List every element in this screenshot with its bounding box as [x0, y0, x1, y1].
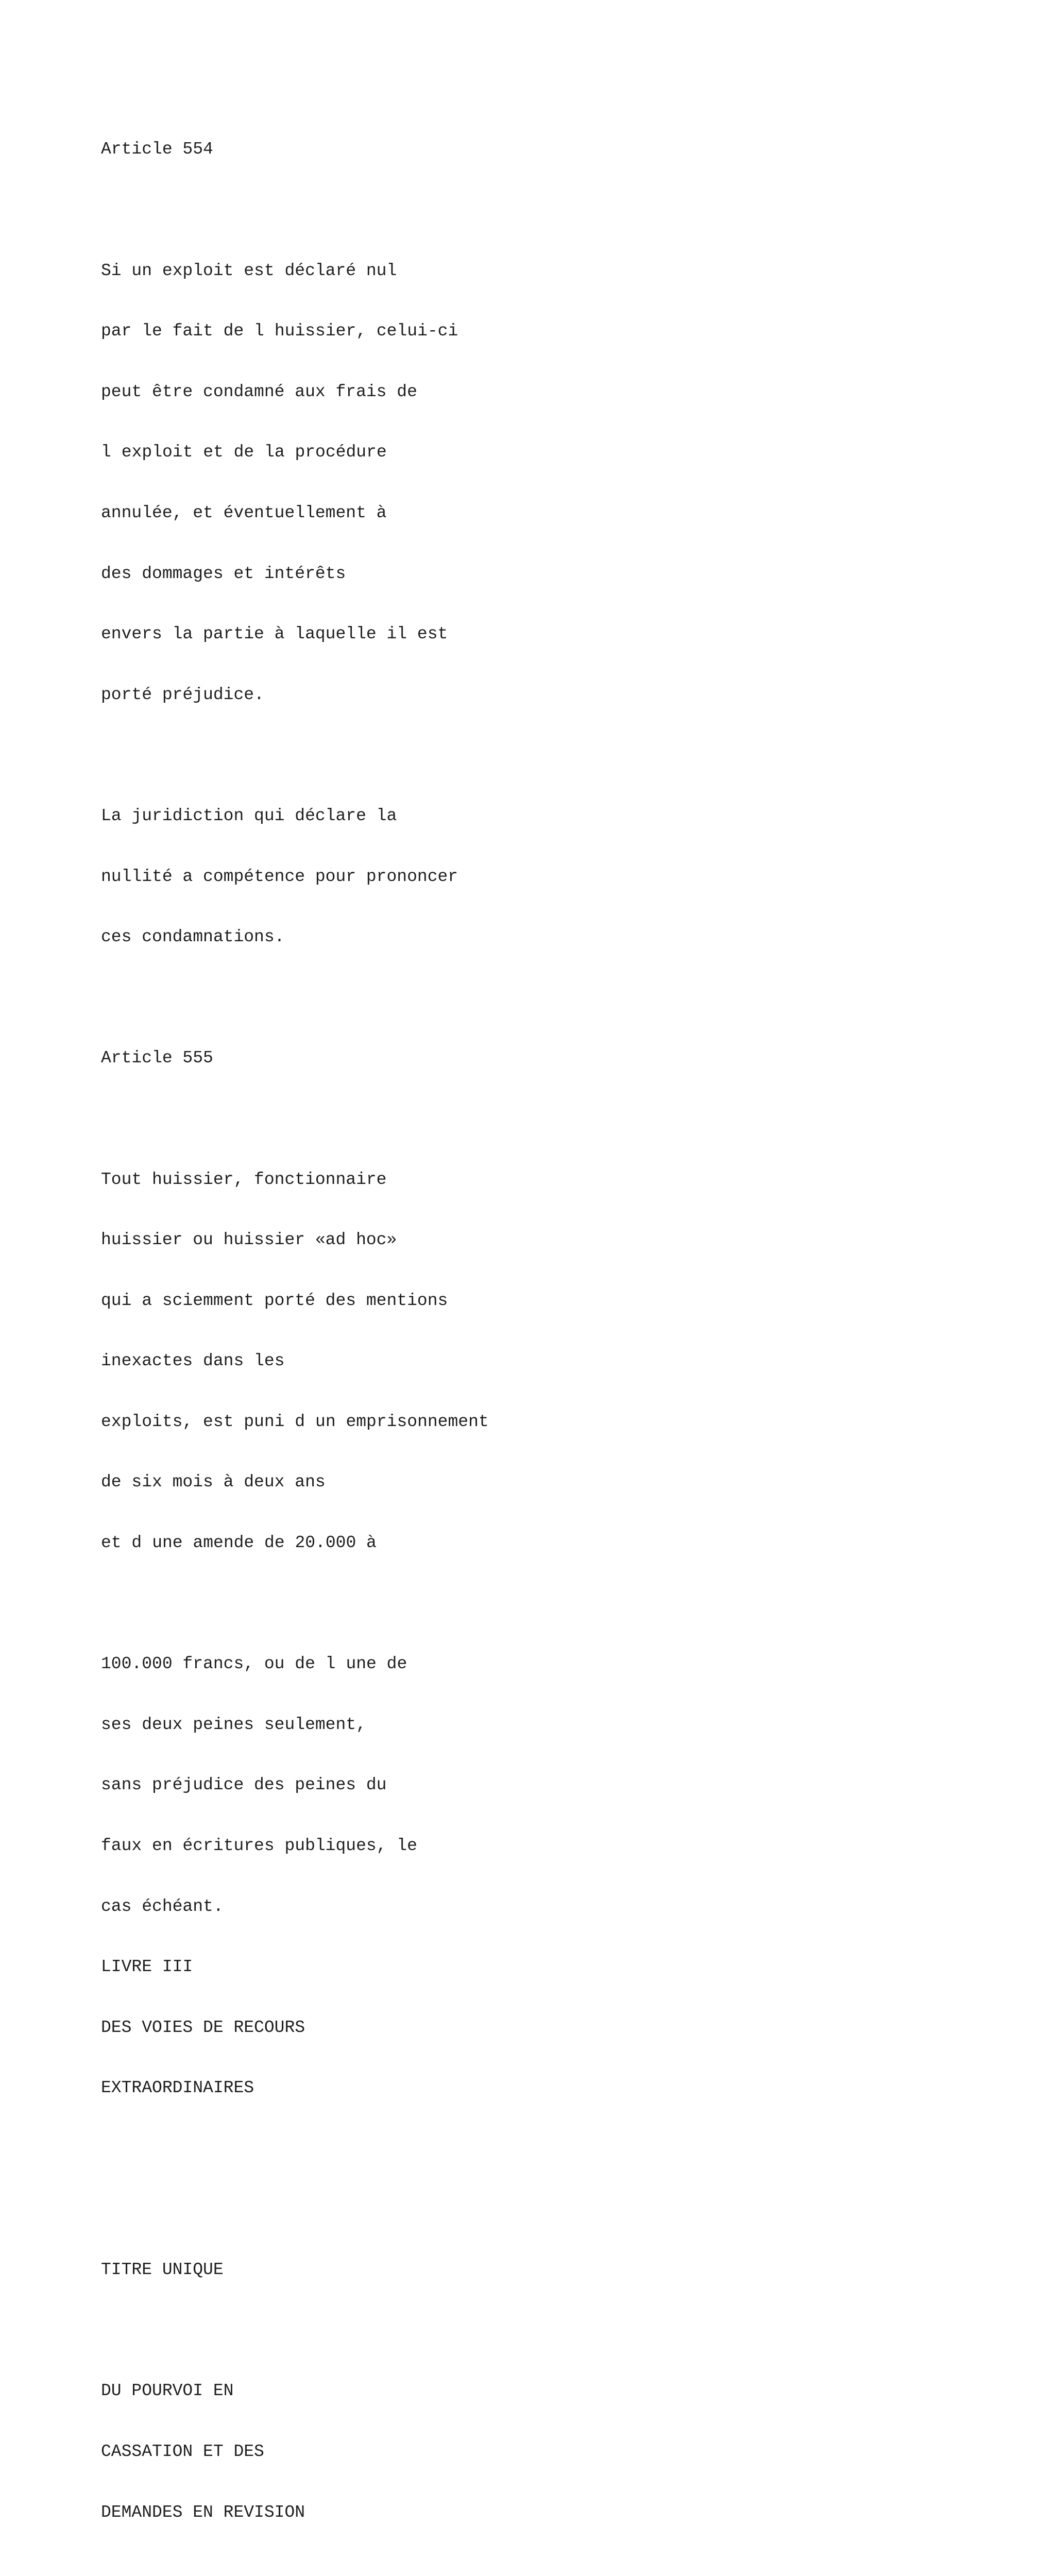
text-line: Article 554: [101, 140, 213, 159]
text-line: porté préjudice.: [101, 685, 264, 704]
text-line: de six mois à deux ans: [101, 1472, 326, 1492]
text-line: DES VOIES DE RECOURS: [101, 2018, 305, 2037]
text-line: 100.000 francs, ou de lune de: [101, 1654, 407, 1674]
blank-line: [101, 1109, 977, 1129]
blank-line: [101, 745, 977, 765]
text-line: La juridiction qui déclare la: [101, 806, 397, 825]
text-line: envers la partie à laquelle il est: [101, 624, 448, 644]
text-line: CASSATION ET DES: [101, 2442, 264, 2461]
text-line: DEMANDES EN REVISION: [101, 2502, 305, 2522]
blank-line: [101, 2199, 977, 2219]
text-line: TITRE UNIQUE: [101, 2260, 224, 2280]
text-line: DU POURVOI EN: [101, 2381, 234, 2401]
text-line: ses deux peines seulement,: [101, 1715, 366, 1734]
blank-line: [101, 2563, 977, 2576]
text-line: et dune amende de 20.000 à: [101, 1533, 377, 1553]
text-line: inexactes dans les: [101, 1351, 285, 1371]
blank-line: [101, 200, 977, 220]
text-line: exploits, est puni dun emprisonnement: [101, 1412, 489, 1431]
blank-line: [101, 1594, 977, 1614]
text-line: qui a sciemment porté des mentions: [101, 1291, 448, 1310]
text-line: lexploit et de la procédure: [101, 443, 387, 462]
blank-line: [101, 2320, 977, 2341]
text-line: peut être condamné aux frais de: [101, 382, 417, 401]
text-line: ces condamnations.: [101, 927, 285, 947]
text-line: faux en écritures publiques, le: [101, 1836, 417, 1856]
text-line: nullité a compétence pour prononcer: [101, 867, 458, 886]
text-line: sans préjudice des peines du: [101, 1775, 387, 1795]
text-line: par le fait de lhuissier, celui-ci: [101, 321, 458, 341]
text-line: annulée, et éventuellement à: [101, 503, 387, 522]
document-page: [101, 99, 977, 2576]
text-line: Tout huissier, fonctionnaire: [101, 1170, 387, 1189]
blank-line: [101, 2139, 977, 2159]
text-line: des dommages et intérêts: [101, 564, 346, 583]
text-line: EXTRAORDINAIRES: [101, 2078, 254, 2098]
blank-line: [101, 988, 977, 1008]
text-line: Si un exploit est déclaré nul: [101, 261, 397, 280]
text-line: LIVRE III: [101, 1957, 193, 1977]
text-line: Article 555: [101, 1048, 213, 1068]
text-line: huissier ou huissier «ad hoc»: [101, 1230, 397, 1250]
text-line: cas échéant.: [101, 1896, 224, 1916]
